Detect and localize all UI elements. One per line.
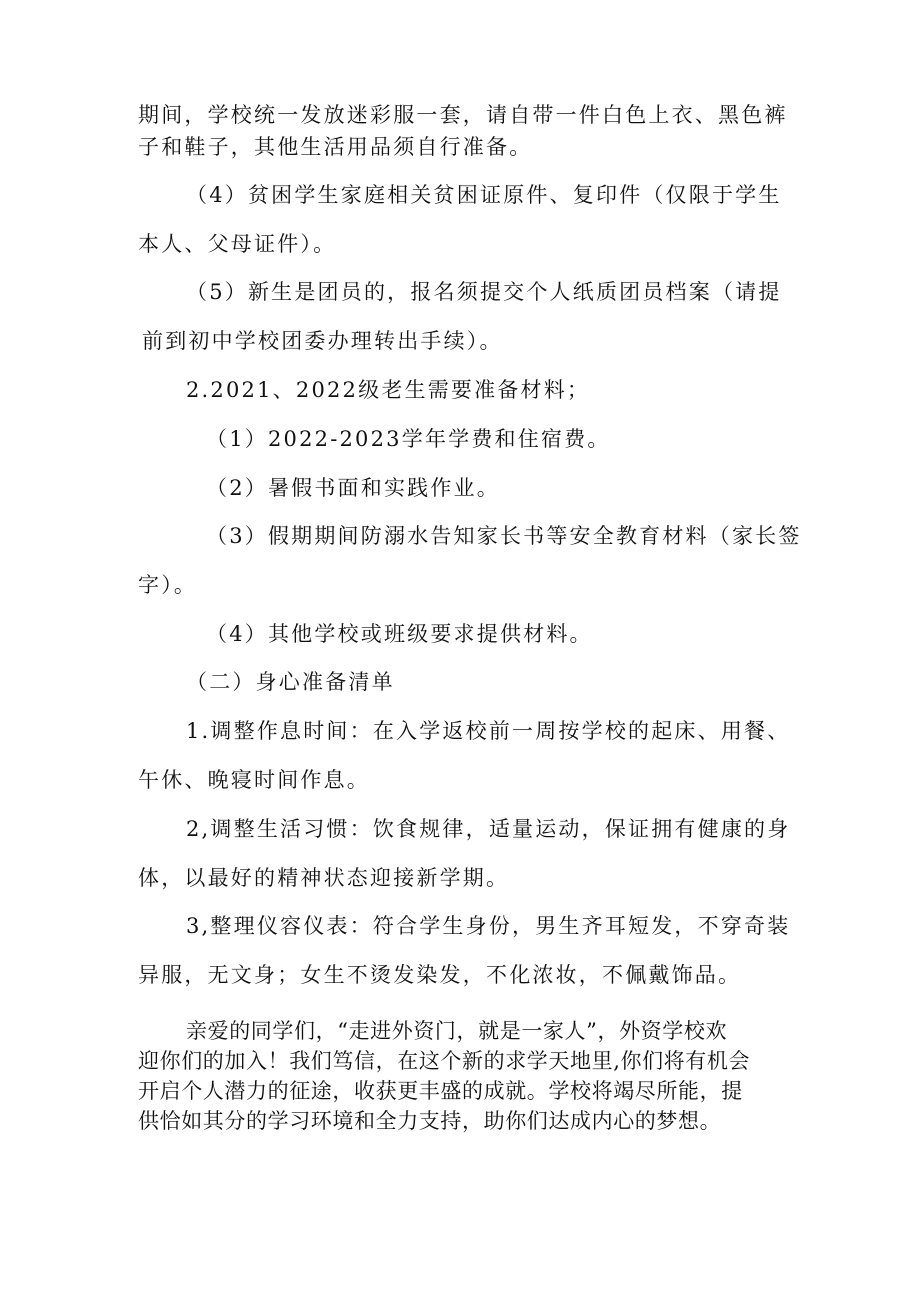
list-item-line: 3,整理仪容仪表：符合学生身份，男生齐耳短发，不穿奇装 bbox=[186, 914, 791, 938]
paragraph-line: 子和鞋子，其他生活用品须自行准备。 bbox=[138, 135, 533, 159]
list-item-line: （4）其他学校或班级要求提供材料。 bbox=[206, 622, 593, 646]
closing-paragraph-line: 开启个人潜力的征途，收获更丰盛的成就。学校将竭尽所能，提 bbox=[138, 1079, 743, 1103]
list-item-line: （2）暑假书面和实践作业。 bbox=[206, 476, 500, 500]
list-item-line: （1）2022-2023学年学费和住宿费。 bbox=[206, 427, 611, 451]
list-item-line: 体，以最好的精神状态迎接新学期。 bbox=[138, 866, 510, 890]
closing-paragraph-line: 迎你们的加入！我们笃信，在这个新的求学天地里,你们将有机会 bbox=[138, 1049, 751, 1073]
section-heading: （二）身心准备清单 bbox=[186, 670, 395, 694]
list-item-line: （5）新生是团员的，报名须提交个人纸质团员档案（请提 bbox=[186, 280, 782, 304]
list-item-line: （4）贫困学生家庭相关贫困证原件、复印件（仅限于学生 bbox=[186, 183, 782, 207]
closing-paragraph-line: 亲爱的同学们，“走进外资门，就是一家人”，外资学校欢 bbox=[186, 1019, 728, 1043]
closing-paragraph-line: 供恰如其分的学习环境和全力支持，助你们达成内心的梦想。 bbox=[138, 1109, 722, 1133]
list-item-line: （3）假期期间防溺水告知家长书等安全教育材料（家长签 bbox=[206, 524, 802, 548]
list-item-line: 2,调整生活习惯：饮食规律，适量运动，保证拥有健康的身 bbox=[186, 817, 791, 841]
list-item-line: 前到初中学校团委办理转出手续）。 bbox=[142, 329, 503, 353]
paragraph-line: 期间，学校统一发放迷彩服一套，请自带一件白色上衣、黑色裤 bbox=[138, 103, 788, 127]
list-item-line: 本人、父母证件）。 bbox=[138, 232, 337, 256]
list-item-line: 午休、晚寝时间作息。 bbox=[138, 768, 370, 792]
list-item-line: 字）。 bbox=[138, 573, 198, 597]
section-heading: 2.2021、2022级老生需要准备材料； bbox=[186, 378, 591, 402]
list-item-line: 1.调整作息时间：在入学返校前一周按学校的起床、用餐、 bbox=[186, 719, 791, 743]
list-item-line: 异服，无文身；女生不烫发染发，不化浓妆，不佩戴饰品。 bbox=[138, 963, 742, 987]
